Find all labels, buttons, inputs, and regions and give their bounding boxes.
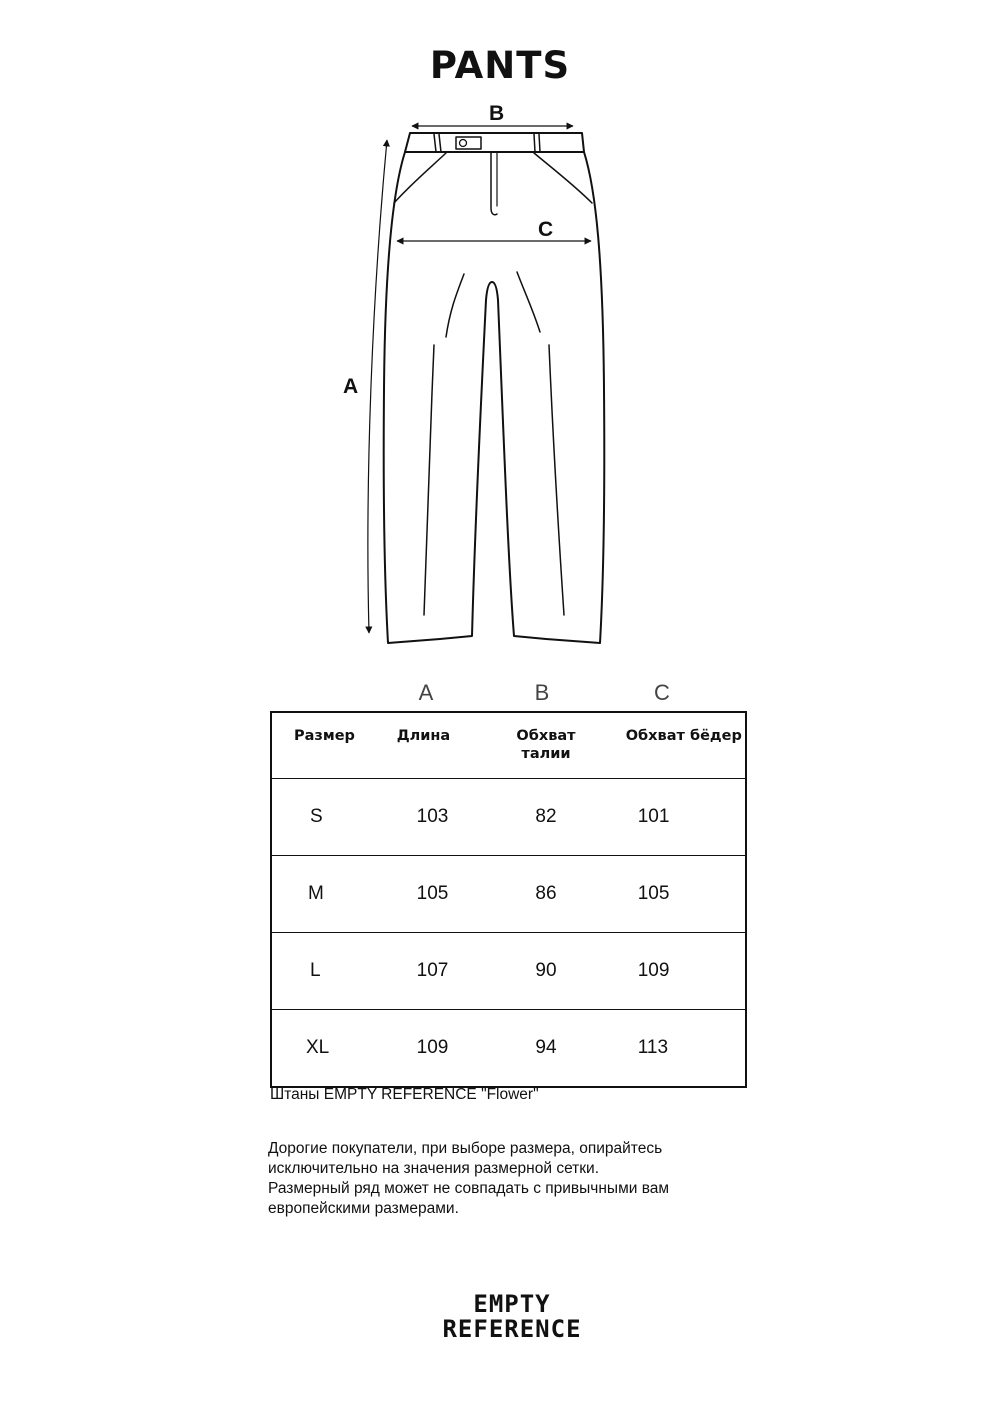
brand-logo xyxy=(0,1292,1000,1342)
pants-outline xyxy=(384,152,605,643)
header-length: Длина xyxy=(379,712,487,779)
header-waist: Обхват талии xyxy=(486,712,605,779)
cell-length: 105 xyxy=(379,856,487,933)
table-row xyxy=(271,933,746,1010)
note-line: исключительно на значения размерной сетки. xyxy=(268,1160,600,1177)
header-hips: Обхват бёдер xyxy=(606,712,746,779)
product-caption: Штаны EMPTY REFERENCE "Flower" xyxy=(270,1086,539,1103)
cell-hips: 109 xyxy=(606,933,746,1010)
size-note xyxy=(268,1139,768,1219)
table-row xyxy=(271,1010,746,1088)
table-header-row xyxy=(271,712,746,779)
cell-length: 107 xyxy=(379,933,487,1010)
column-letter-a: A xyxy=(418,680,434,705)
note-line: Дорогие покупатели, при выборе размера, опирайтесь xyxy=(268,1140,663,1157)
cell-length: 103 xyxy=(379,779,487,856)
cell-size: XL xyxy=(306,1037,330,1058)
logo-line-2: REFERENCE xyxy=(442,1315,582,1343)
column-letter-b: B xyxy=(534,680,550,705)
note-line: европейскими размерами. xyxy=(268,1200,459,1217)
column-letter-c: C xyxy=(654,680,670,705)
label-b: B xyxy=(489,102,505,125)
table-row xyxy=(271,856,746,933)
cell-hips: 101 xyxy=(606,779,746,856)
cell-size: L xyxy=(271,933,379,1010)
size-table xyxy=(270,711,747,1088)
cell-waist: 94 xyxy=(535,1037,557,1058)
cell-size: M xyxy=(271,856,379,933)
page-title: PANTS xyxy=(429,44,571,87)
cell-size: S xyxy=(271,779,379,856)
label-c: C xyxy=(538,218,554,241)
cell-waist: 86 xyxy=(486,856,605,933)
cell-hips: 113 xyxy=(637,1037,669,1058)
cell-waist: 82 xyxy=(486,779,605,856)
logo-line-1: EMPTY xyxy=(473,1290,551,1318)
header-size: Размер xyxy=(271,712,379,779)
waistband xyxy=(405,133,584,152)
cell-waist: 90 xyxy=(486,933,605,1010)
table-row xyxy=(271,779,746,856)
cell-length: 109 xyxy=(416,1037,449,1058)
note-line: Размерный ряд может не совпадать с привычными вам xyxy=(268,1180,670,1197)
label-a: A xyxy=(343,375,359,398)
cell-hips: 105 xyxy=(606,856,746,933)
